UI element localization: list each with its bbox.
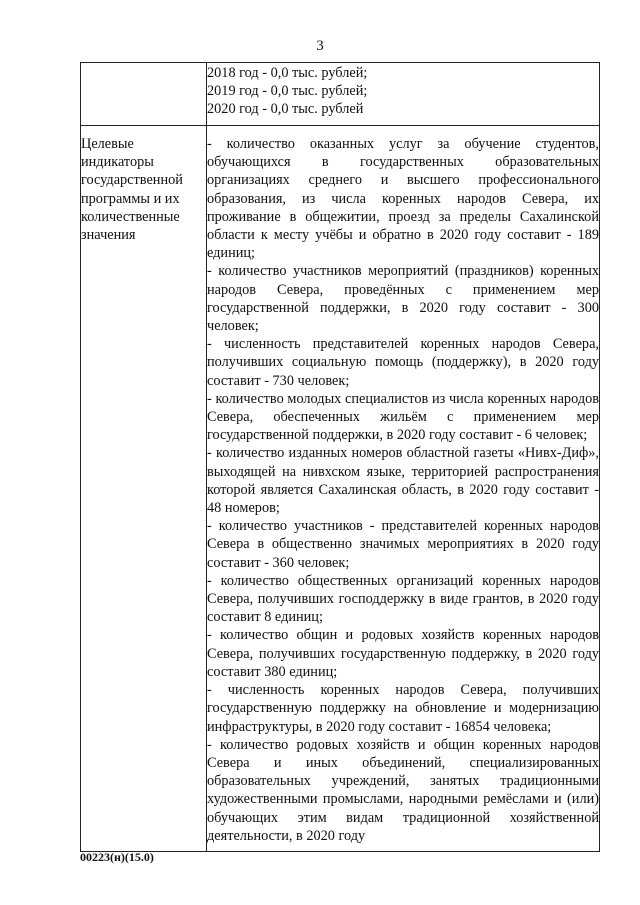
- funding-values-cell: [207, 63, 600, 126]
- indicator-item: - численность коренных народов Севера, получивших государственную поддержку на обновление и модернизацию инфраструктуры, в 2020 году составит - 16854 человека;: [207, 682, 599, 735]
- funding-row: [81, 63, 600, 126]
- indicator-item: - количество оказанных услуг за обучение студентов, обучающихся в государственных образовательных организациях среднего и высшего профессионального образования, из числа коренных народов Севера, их проживание в общежитии, проезд за пределы Сахалинской области к месту учёбы и обратно в 2020 году составит - 189 единиц;: [207, 136, 599, 262]
- indicators-label: Целевые индикаторы государственной программы и их количественные значения: [81, 136, 183, 244]
- funding-line-2019: 2019 год - 0,0 тыс. рублей;: [207, 83, 368, 100]
- indicators-values-cell: [207, 126, 600, 852]
- indicators-row: [81, 126, 600, 852]
- indicator-item: - количество родовых хозяйств и общин коренных народов Севера и иных объединений, специализированных образовательных учреждений, занятых традиционными художественными промыслами, народными ремёслами и (или) обучающих этим видам традиционной хозяйственной деятельности, в 2020 году: [207, 736, 599, 844]
- program-passport-table: [80, 62, 600, 852]
- indicator-item: - количество общественных организаций коренных народов Севера, получивших господдержку в виде грантов, в 2020 году составит 8 единиц;: [207, 572, 599, 626]
- indicator-item: - количество молодых специалистов из числа коренных народов Севера, обеспеченных жильём с применением мер государственной поддержки, в 2020 году составит - 6 человек;: [207, 390, 599, 444]
- page-number: 3: [316, 38, 324, 54]
- indicator-item: - количество изданных номеров областной газеты «Нивх-Диф», выходящей на нивхском языке, территорией распространения которой является Сахалинская область, в 2020 году составит - 48 номеров;: [207, 445, 599, 517]
- funding-line-2020: 2020 год - 0,0 тыс. рублей: [207, 101, 364, 118]
- indicator-item: - количество общин и родовых хозяйств коренных народов Севера, получивших государственную поддержку, в 2020 году составит 380 единиц;: [207, 627, 599, 680]
- indicators-label-cell: [81, 126, 207, 852]
- funding-label-cell: [81, 63, 207, 126]
- indicator-item: - количество участников мероприятий (праздников) коренных народов Севера, проведённых с применением мер государственной поддержки, в 2020 году составит - 300 человек;: [207, 263, 599, 335]
- indicator-item: - количество участников - представителей коренных народов Севера в общественно значимых мероприятиях в 2020 году составит - 360 человек;: [207, 518, 599, 571]
- funding-line-2018: 2018 год - 0,0 тыс. рублей;: [207, 65, 368, 81]
- indicator-item: - численность представителей коренных народов Севера, получивших социальную помощь (поддержку), в 2020 году составит - 730 человек;: [207, 336, 599, 389]
- document-code: 00223(н)(15.0): [80, 850, 154, 864]
